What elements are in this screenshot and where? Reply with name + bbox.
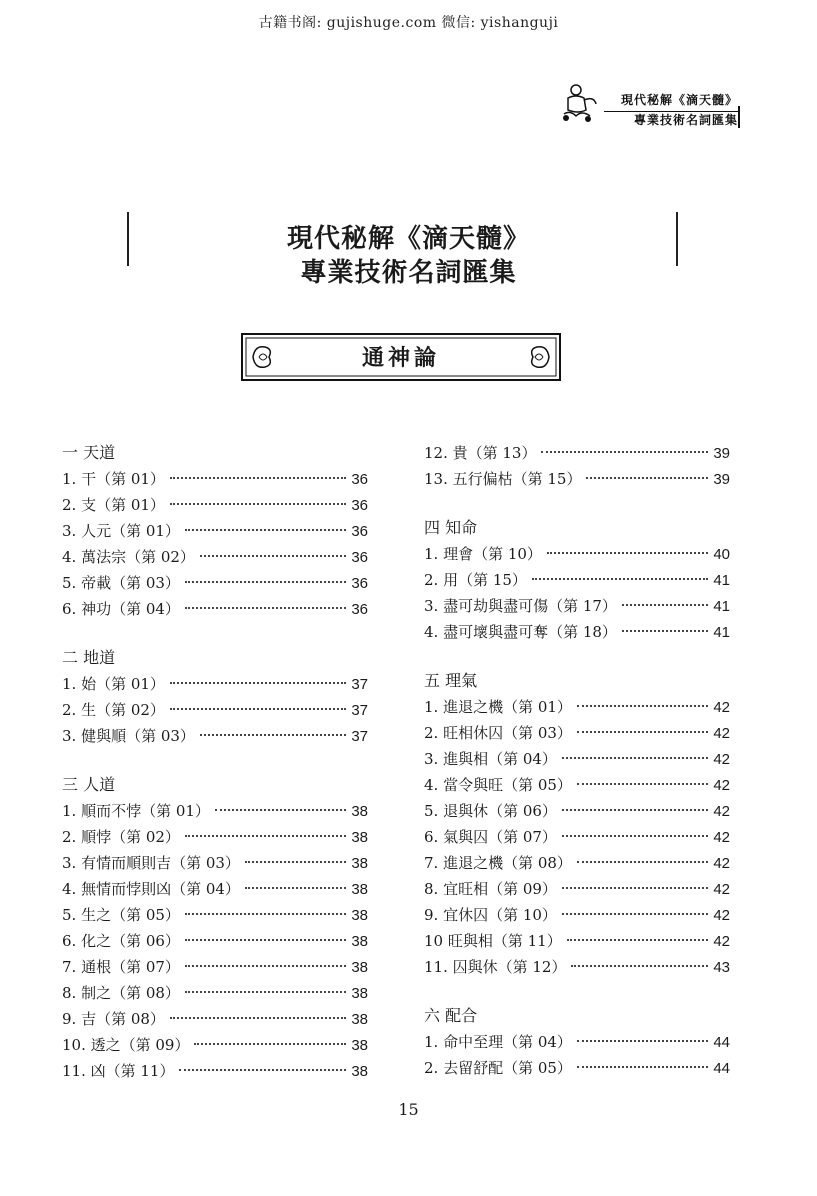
toc-entry [62, 1058, 368, 1084]
toc-entry [62, 671, 368, 697]
toc-entry [62, 544, 368, 570]
entry-label: 2. 支（第 01） [62, 496, 165, 514]
toc-entry [424, 440, 730, 466]
dot-leader [185, 913, 346, 915]
entry-label: 5. 退與休（第 06） [424, 802, 557, 820]
dot-leader [577, 705, 708, 707]
entry-page: 40 [713, 546, 730, 563]
toc-section [62, 440, 368, 622]
entry-page: 42 [713, 777, 730, 794]
entry-label: 2. 順悖（第 02） [62, 828, 180, 846]
toc-entry [62, 980, 368, 1006]
entry-label: 6. 神功（第 04） [62, 600, 180, 618]
entry-page: 36 [351, 601, 368, 618]
toc-entry [62, 570, 368, 596]
dot-leader [577, 861, 708, 863]
dot-leader [185, 939, 346, 941]
entry-label: 9. 宜休囚（第 10） [424, 906, 557, 924]
dot-leader [577, 1066, 708, 1068]
toc-entry [424, 876, 730, 902]
toc-entry [62, 1006, 368, 1032]
section-heading: 二 地道 [62, 648, 116, 667]
entry-page: 38 [351, 933, 368, 950]
entry-page: 38 [351, 1063, 368, 1080]
entry-label: 2. 旺相休囚（第 03） [424, 724, 572, 742]
entry-label: 2. 生（第 02） [62, 701, 165, 719]
section-banner [241, 333, 561, 381]
toc-entry [62, 596, 368, 622]
entry-page: 36 [351, 549, 368, 566]
dot-leader [215, 809, 346, 811]
toc-left-column [62, 440, 368, 1107]
toc-entry [62, 466, 368, 492]
entry-label: 8. 宜旺相（第 09） [424, 880, 557, 898]
toc-section [424, 440, 730, 492]
dot-leader [245, 887, 346, 889]
entry-page: 38 [351, 985, 368, 1002]
entry-label: 3. 進與相（第 04） [424, 750, 557, 768]
dot-leader [577, 783, 708, 785]
entry-page: 36 [351, 497, 368, 514]
dot-leader [562, 887, 708, 889]
entry-label: 2. 用（第 15） [424, 571, 527, 589]
entry-page: 37 [351, 702, 368, 719]
entry-label: 3. 盡可劫與盡可傷（第 17） [424, 597, 617, 615]
toc-entry [62, 492, 368, 518]
entry-label: 4. 當令與旺（第 05） [424, 776, 572, 794]
toc-entry [424, 1029, 730, 1055]
entry-label: 9. 吉（第 08） [62, 1010, 165, 1028]
entry-label: 11. 囚與休（第 12） [424, 958, 567, 976]
dot-leader [562, 913, 708, 915]
toc-entry [62, 902, 368, 928]
entry-page: 37 [351, 676, 368, 693]
dot-leader [185, 835, 346, 837]
entry-page: 38 [351, 829, 368, 846]
dot-leader [200, 734, 346, 736]
toc-entry [62, 850, 368, 876]
entry-label: 6. 化之（第 06） [62, 932, 180, 950]
dot-leader [571, 965, 708, 967]
entry-label: 3. 有情而順則吉（第 03） [62, 854, 240, 872]
entry-label: 4. 盡可壞與盡可奪（第 18） [424, 623, 617, 641]
entry-label: 3. 健與順（第 03） [62, 727, 195, 745]
dot-leader [541, 451, 708, 453]
toc-entry [424, 928, 730, 954]
site-watermark: 古籍书阁: gujishuge.com 微信: yishanguji [258, 15, 559, 31]
dot-leader [622, 630, 708, 632]
toc-section [424, 1003, 730, 1081]
section-heading: 五 理氣 [424, 671, 478, 690]
corner-line-2: 專業技術名詞匯集 [633, 113, 738, 127]
toc-entry [424, 824, 730, 850]
entry-page: 42 [713, 855, 730, 872]
toc-entry [424, 694, 730, 720]
toc-entry [424, 902, 730, 928]
corner-bracket [738, 106, 745, 128]
entry-label: 3. 人元（第 01） [62, 522, 180, 540]
entry-label: 4. 萬法宗（第 02） [62, 548, 195, 566]
dot-leader [562, 757, 708, 759]
section-heading: 四 知命 [424, 518, 478, 537]
toc-entry [424, 746, 730, 772]
entry-page: 39 [713, 471, 730, 488]
dot-leader [532, 578, 708, 580]
entry-page: 41 [713, 572, 730, 589]
sage-figure-icon [556, 80, 600, 124]
dot-leader [170, 708, 346, 710]
section-heading: 三 人道 [62, 775, 116, 794]
entry-label: 1. 干（第 01） [62, 470, 165, 488]
dot-leader [586, 477, 708, 479]
dot-leader [194, 1043, 346, 1045]
entry-page: 38 [351, 959, 368, 976]
entry-page: 38 [351, 803, 368, 820]
dot-leader [185, 529, 346, 531]
toc-entry [424, 720, 730, 746]
entry-page: 43 [713, 959, 730, 976]
entry-label: 1. 命中至理（第 04） [424, 1033, 572, 1051]
entry-label: 12. 貴（第 13） [424, 444, 537, 462]
entry-label: 7. 進退之機（第 08） [424, 854, 572, 872]
entry-page: 42 [713, 751, 730, 768]
entry-label: 4. 無情而悖則凶（第 04） [62, 880, 240, 898]
dot-leader [577, 731, 708, 733]
toc-section [424, 515, 730, 645]
dot-leader [170, 682, 346, 684]
corner-line-1: 現代秘解《滴天髓》 [620, 93, 738, 107]
toc-entry [424, 541, 730, 567]
dot-leader [185, 581, 346, 583]
entry-label: 1. 順而不悖（第 01） [62, 802, 210, 820]
toc-entry [62, 723, 368, 749]
toc-entry [424, 850, 730, 876]
page-number: 15 [398, 1100, 419, 1119]
entry-label: 1. 進退之機（第 01） [424, 698, 572, 716]
toc-section [62, 772, 368, 1084]
entry-page: 42 [713, 907, 730, 924]
entry-page: 38 [351, 1037, 368, 1054]
toc-entry [62, 518, 368, 544]
toc-entry [424, 466, 730, 492]
entry-page: 42 [713, 803, 730, 820]
title-line-2: 專業技術名詞匯集 [300, 258, 517, 288]
toc-entry [424, 567, 730, 593]
entry-page: 41 [713, 598, 730, 615]
entry-page: 42 [713, 725, 730, 742]
dot-leader [185, 965, 346, 967]
entry-label: 1. 始（第 01） [62, 675, 165, 693]
toc-entry [62, 1032, 368, 1058]
entry-label: 10 旺與相（第 11） [424, 932, 562, 950]
dot-leader [170, 1017, 346, 1019]
banner-title: 通神論 [361, 346, 440, 371]
entry-label: 8. 制之（第 08） [62, 984, 180, 1002]
toc-entry [424, 593, 730, 619]
dot-leader [562, 809, 708, 811]
toc-right-column [424, 440, 730, 1104]
toc-entry [424, 798, 730, 824]
title-line-1: 現代秘解《滴天髓》 [286, 224, 530, 254]
dot-leader [200, 555, 346, 557]
entry-label: 2. 去留舒配（第 05） [424, 1059, 572, 1077]
toc-entry [424, 1055, 730, 1081]
dot-leader [562, 835, 708, 837]
dot-leader [170, 477, 346, 479]
dot-leader [245, 861, 346, 863]
toc-entry [62, 876, 368, 902]
section-heading: 六 配合 [424, 1006, 478, 1025]
toc-section [424, 668, 730, 980]
entry-page: 36 [351, 575, 368, 592]
toc-entry [62, 928, 368, 954]
toc-entry [62, 954, 368, 980]
entry-label: 10. 透之（第 09） [62, 1036, 190, 1054]
toc-entry [424, 772, 730, 798]
entry-page: 42 [713, 933, 730, 950]
dot-leader [185, 607, 346, 609]
toc-entry [424, 954, 730, 980]
toc-entry [62, 824, 368, 850]
toc-section [62, 645, 368, 749]
dot-leader [622, 604, 708, 606]
dot-leader [547, 552, 708, 554]
entry-label: 13. 五行偏枯（第 15） [424, 470, 582, 488]
dot-leader [577, 1040, 708, 1042]
toc-entry [424, 619, 730, 645]
entry-label: 7. 通根（第 07） [62, 958, 180, 976]
entry-page: 44 [713, 1034, 730, 1051]
dot-leader [567, 939, 709, 941]
entry-page: 41 [713, 624, 730, 641]
page-title [0, 222, 817, 290]
entry-page: 42 [713, 829, 730, 846]
entry-page: 38 [351, 881, 368, 898]
entry-page: 42 [713, 699, 730, 716]
entry-label: 1. 理會（第 10） [424, 545, 542, 563]
section-heading: 一 天道 [62, 443, 116, 462]
entry-label: 5. 帝載（第 03） [62, 574, 180, 592]
entry-page: 38 [351, 1011, 368, 1028]
entry-page: 37 [351, 728, 368, 745]
dot-leader [170, 503, 346, 505]
toc-entry [62, 798, 368, 824]
entry-page: 42 [713, 881, 730, 898]
dot-leader [179, 1069, 346, 1071]
entry-label: 6. 氣與囚（第 07） [424, 828, 557, 846]
entry-page: 44 [713, 1060, 730, 1077]
header-corner-title [556, 78, 742, 130]
toc-entry [62, 697, 368, 723]
entry-page: 36 [351, 523, 368, 540]
dot-leader [185, 991, 346, 993]
entry-label: 5. 生之（第 05） [62, 906, 180, 924]
entry-label: 11. 凶（第 11） [62, 1062, 175, 1080]
entry-page: 38 [351, 907, 368, 924]
entry-page: 39 [713, 445, 730, 462]
corner-rule [604, 111, 740, 112]
entry-page: 36 [351, 471, 368, 488]
entry-page: 38 [351, 855, 368, 872]
